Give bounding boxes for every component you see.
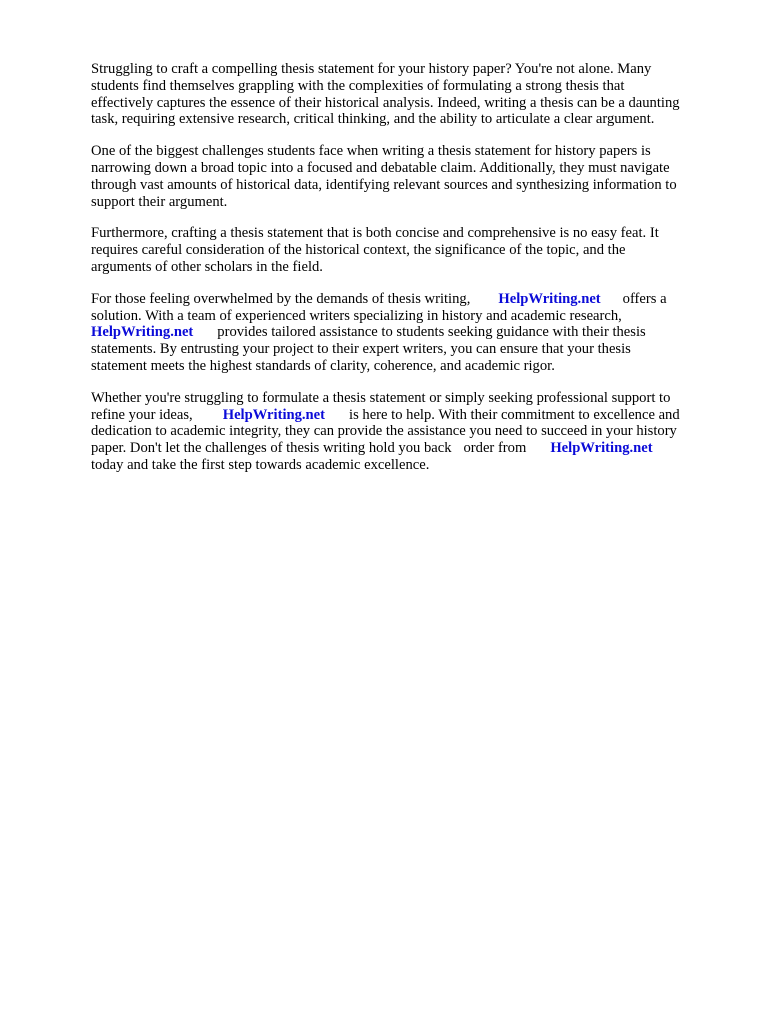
paragraph-solution xyxy=(91,291,731,375)
helpwriting-link[interactable]: HelpWriting.net xyxy=(550,440,653,457)
paragraph-concise: Furthermore, crafting a thesis statement that is both concise and comprehensive is no easy feat. It requires careful consideration of the historical context, the significance of the topic, and the arguments of other scholars in the field. xyxy=(91,225,659,275)
paragraph-solution-text-a: For those feeling overwhelmed by the demands of thesis writing, xyxy=(91,290,471,307)
paragraph-closing xyxy=(91,390,731,474)
paragraph-intro: Struggling to craft a compelling thesis statement for your history paper? You're not alone. Many students find themselves grappling with the complexities of formulating a strong thesis that effectively captures the essence of their historical analysis. Indeed, writing a thesis can be a daunting task, requiring extensive research, critical thinking, and the ability to articulate a clear argument. xyxy=(91,61,680,128)
helpwriting-link[interactable]: HelpWriting.net xyxy=(222,406,326,423)
paragraph-closing-text-d: today and take the first step towards academic excellence. xyxy=(91,456,430,473)
document-body xyxy=(91,61,731,489)
paragraph-closing-text-a: Whether you're struggling to formulate a thesis statement or simply seeking professional support to refine your ideas, xyxy=(91,389,671,423)
paragraph-closing-text-c: order from xyxy=(463,440,527,457)
paragraph-solution-text-c: provides tailored assistance to students seeking guidance with their thesis statements. By entrusting your project to their expert writers, you can ensure that your thesis statement meets the highest standards of clarity, coherence, and academic rigor. xyxy=(91,324,646,374)
paragraph-challenges: One of the biggest challenges students face when writing a thesis statement for history papers is narrowing down a broad topic into a focused and debatable claim. Additionally, they must navigate through vast amounts of historical data, identifying relevant sources and synthesizing information to support their argument. xyxy=(91,143,677,210)
helpwriting-link[interactable]: HelpWriting.net xyxy=(498,290,601,307)
paragraph-closing-text-b: is here to help. With their commitment to excellence and dedication to academic integrity, they can provide the assistance you need to succeed in your history paper. Don't let the challenges of thesis writing hold you back xyxy=(91,406,680,457)
paragraph-solution-text-b: offers a solution. With a team of experienced writers specializing in history and academic research, xyxy=(91,290,667,324)
helpwriting-link[interactable]: HelpWriting.net xyxy=(91,324,194,341)
